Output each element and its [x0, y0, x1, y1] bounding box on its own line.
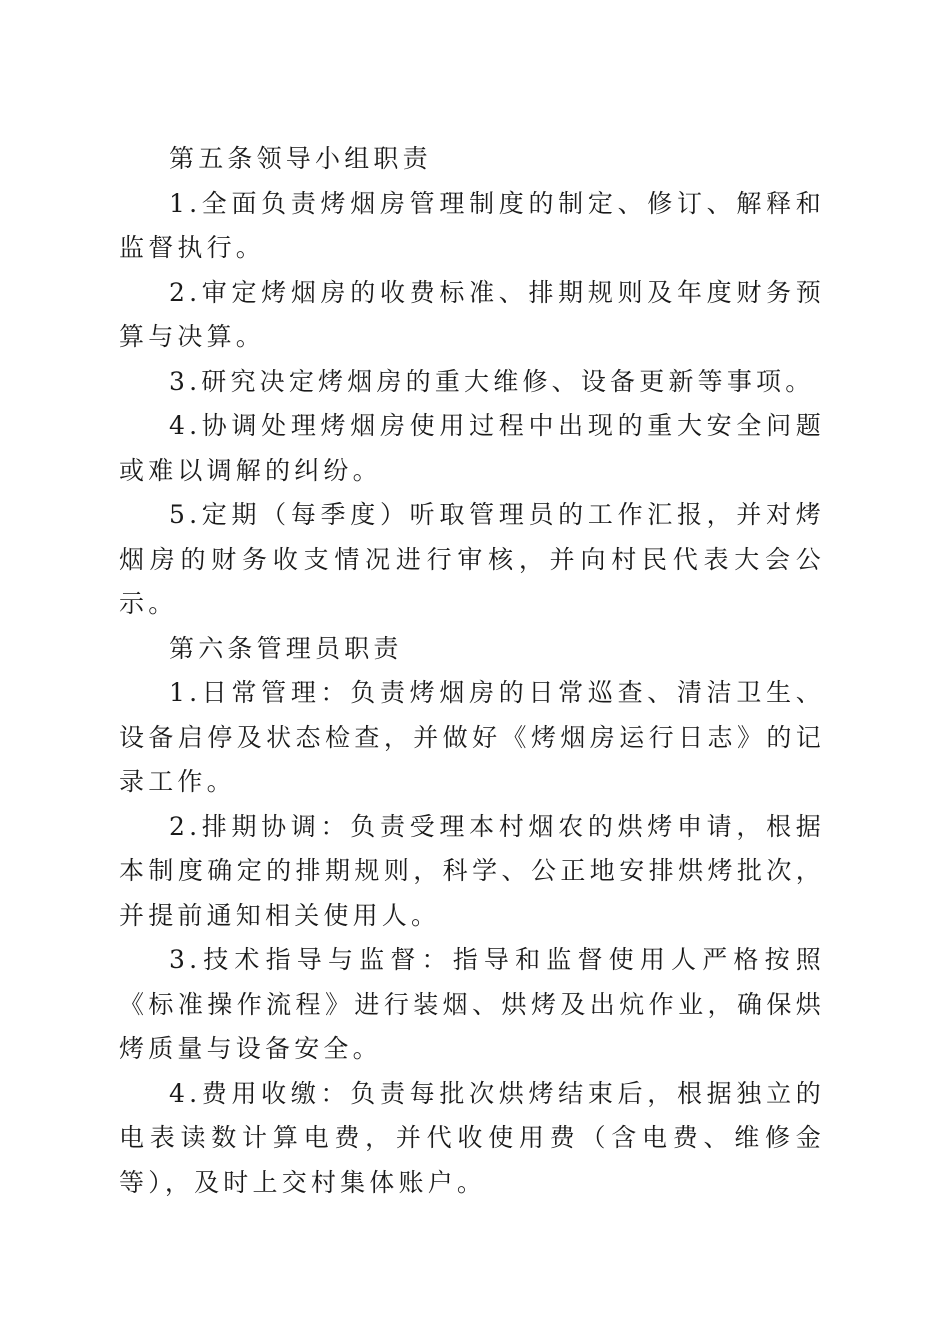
section-heading-5: 第五条领导小组职责	[169, 144, 432, 173]
list-item: 3.技术指导与监督：指导和监督使用人严格按照《标准操作流程》进行装烟、烘烤及出炕作业，确保烘烤质量与设备安全。	[119, 945, 825, 1063]
list-item: 4.协调处理烤烟房使用过程中出现的重大安全问题或难以调解的纠纷。	[119, 411, 825, 485]
list-item: 4.费用收缴：负责每批次烘烤结束后，根据独立的电表读数计算电费，并代收使用费（含电费、维修金等），及时上交村集体账户。	[119, 1078, 825, 1197]
document-page	[119, 137, 825, 1205]
list-item: 5.定期（每季度）听取管理员的工作汇报，并对烤烟房的财务收支情况进行审核，并向村民代表大会公示。	[119, 500, 825, 618]
section-heading-6: 第六条管理员职责	[169, 633, 403, 663]
list-item: 2.审定烤烟房的收费标准、排期规则及年度财务预算与决算。	[119, 277, 825, 351]
list-item: 1.日常管理：负责烤烟房的日常巡查、清洁卫生、设备启停及状态检查，并做好《烤烟房运行日志》的记录工作。	[119, 678, 825, 796]
list-item: 3.研究决定烤烟房的重大维修、设备更新等事项。	[169, 366, 815, 396]
list-item: 1.全面负责烤烟房管理制度的制定、修订、解释和监督执行。	[119, 188, 825, 262]
list-item: 2.排期协调：负责受理本村烟农的烘烤申请，根据本制度确定的排期规则，科学、公正地安排烘烤批次，并提前通知相关使用人。	[119, 811, 825, 930]
